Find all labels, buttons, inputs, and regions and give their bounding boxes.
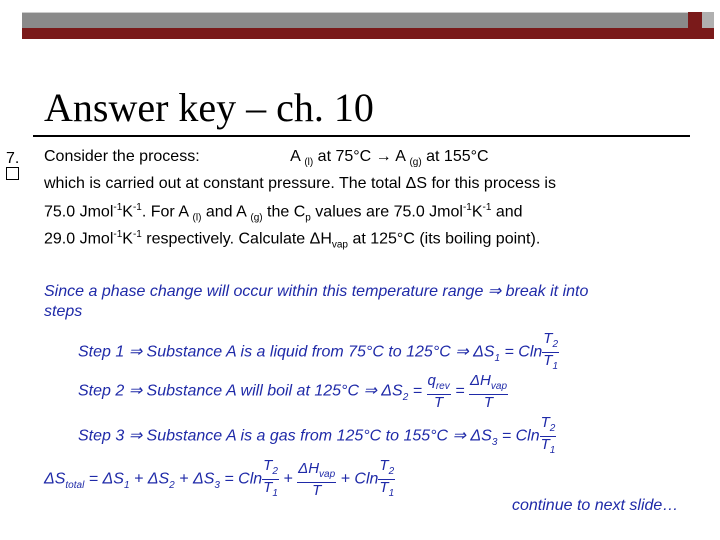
question-line-1 bbox=[44, 148, 489, 168]
header-accent-square bbox=[688, 12, 702, 28]
question-line-4: 29.0 $Jmol^{-1}K^{-1}$ respectively. Calculate $\Delta H_{vap}$ at 125°C (its boiling point). bbox=[44, 229, 541, 251]
step-3: Step 3 ⇒ Substance A is a gas from 125°C to 155°C ⇒ $\Delta S_3 = Cln$ $\frac{T_2}{T_1}$ bbox=[78, 414, 556, 456]
question-line-1b: A $_{(l)}$ at 75°C → A $_{(g)}$ at 155°C bbox=[290, 148, 489, 169]
header-accent-square-gray bbox=[702, 12, 714, 28]
step-1: Step 1 ⇒ Substance A is a liquid from 75°C to 125°C ⇒ $\Delta S_1 = Cln$ $\frac{T_2}{T_1}$ bbox=[78, 330, 559, 372]
header-accent-bar bbox=[22, 28, 714, 39]
answer-intro-1: Since a phase change will occur within this temperature range ⇒ break it into bbox=[44, 283, 589, 300]
question-line-2: which is carried out at constant pressure. The total ΔS for this process is bbox=[44, 175, 556, 192]
step-2: Step 2 ⇒ Substance A will boil at 125°C ⇒ $\Delta S_2$ = $\frac{q_{rev}}{T}$ = $\frac{\Delta H_{vap}}{T}$ bbox=[78, 372, 508, 411]
question-number: 7. bbox=[6, 150, 20, 167]
title-divider bbox=[33, 135, 690, 137]
total-entropy-equation: $\Delta S_{total} = \Delta S_1 + \Delta S_2 + \Delta S_3 = Cln$ $\frac{T_2}{T_1}$ + $\frac{\Delta H_{vap}}{T}$ + Cln $\frac{T_2}{T_1}$ bbox=[44, 457, 395, 499]
question-line-3: 75.0 $Jmol^{-1}K^{-1}$. For A $_{(l)}$ and A $_{(g)}$ the $C_p$ values are 75.0 $Jmol^{-1}K^{-1}$ and bbox=[44, 202, 523, 224]
bullet-square-icon bbox=[6, 167, 19, 180]
slide-title: Answer key – ch. 10 bbox=[44, 85, 374, 130]
continue-note: continue to next slide… bbox=[512, 497, 679, 514]
header-bar bbox=[22, 12, 714, 29]
answer-intro-2: steps bbox=[44, 303, 83, 320]
question-line-1a: Consider the process: bbox=[44, 148, 200, 165]
